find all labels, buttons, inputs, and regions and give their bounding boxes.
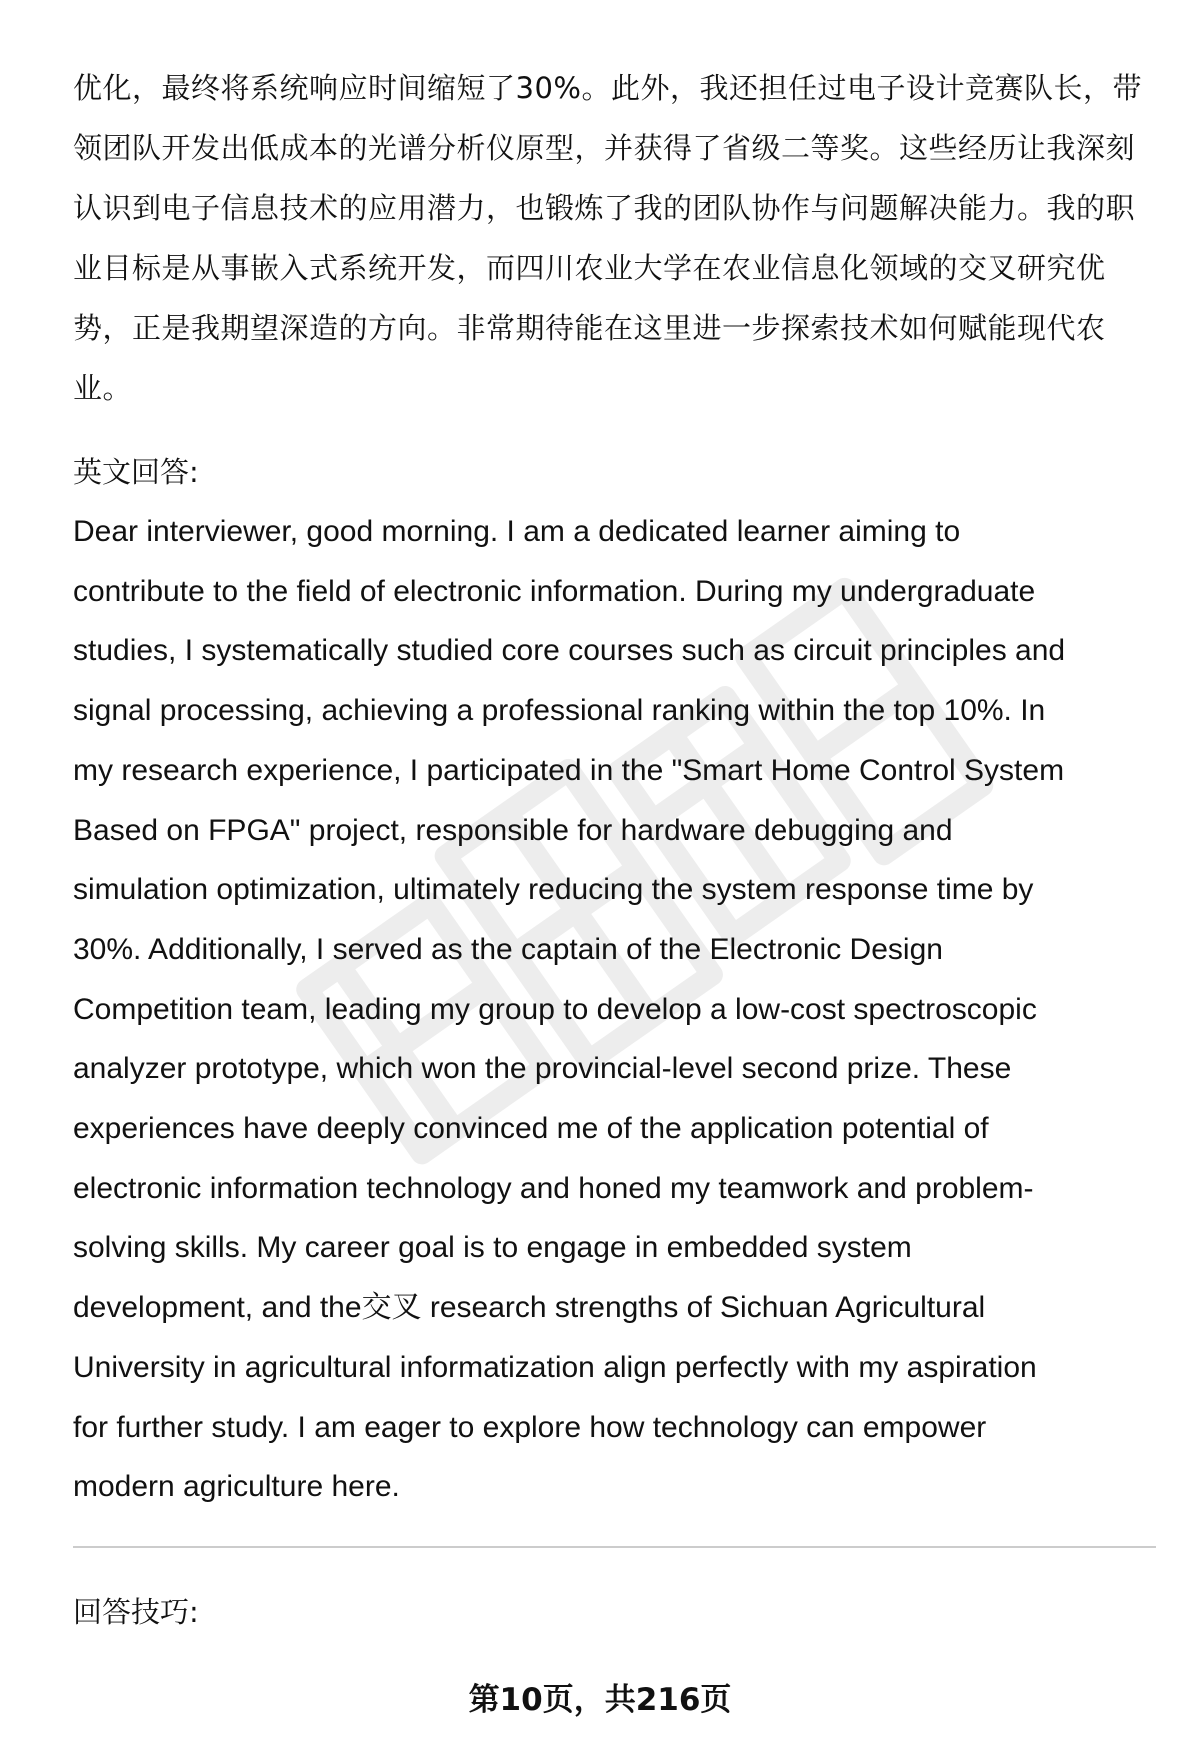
chinese-answer-line: 认识到电子信息技术的应用潜力，也锻炼了我的团队协作与问题解决能力。我的职 (73, 191, 1136, 225)
english-answer-line: analyzer prototype, which won the provincial-level second prize. These (73, 1052, 1012, 1086)
chinese-answer-line: 业。 (73, 371, 133, 405)
english-answer-line: experiences have deeply convinced me of the application potential of (73, 1112, 989, 1146)
chinese-answer-paragraph (73, 58, 1148, 418)
answer-tips-label: 回答技巧: (73, 1595, 199, 1629)
english-answer-line: for further study. I am eager to explore how technology can empower (73, 1410, 987, 1444)
english-answer-line: signal processing, achieving a professional ranking within the top 10%. In (73, 694, 1046, 728)
english-answer-line: Dear interviewer, good morning. I am a dedicated learner aiming to (73, 515, 961, 548)
english-answer-line: simulation optimization, ultimately reducing the system response time by (73, 873, 1034, 907)
english-answer-line: Based on FPGA" project, responsible for hardware debugging and (73, 813, 953, 847)
english-answer-line: Competition team, leading my group to develop a low-cost spectroscopic (73, 992, 1037, 1026)
english-answer-line: solving skills. My career goal is to engage in embedded system (73, 1231, 912, 1265)
english-answer-line: 30%. Additionally, I served as the captain of the Electronic Design (73, 932, 943, 966)
english-answer-paragraph (73, 502, 1148, 1517)
english-answer-line: University in agricultural informatization align perfectly with my aspiration (73, 1350, 1037, 1384)
chinese-answer-line: 势，正是我期望深造的方向。非常期待能在这里进一步探索技术如何赋能现代农 (73, 311, 1106, 345)
english-answer-line: my research experience, I participated in the "Smart Home Control System (73, 753, 1065, 787)
main-content (73, 58, 1148, 1517)
section-divider (73, 1546, 1156, 1548)
english-answer-label: 英文回答: (73, 455, 199, 489)
chinese-answer-line: 业目标是从事嵌入式系统开发，而四川农业大学在农业信息化领域的交叉研究优 (73, 251, 1106, 285)
english-answer-line: modern agriculture here. (73, 1470, 400, 1504)
chinese-answer-line: 领团队开发出低成本的光谱分析仪原型，并获得了省级二等奖。这些经历让我深刻 (73, 131, 1136, 165)
english-answer-line: electronic information technology and honed my teamwork and problem- (73, 1171, 1034, 1205)
english-answer-line: studies, I systematically studied core courses such as circuit principles and (73, 634, 1066, 668)
page-number-footer: 第10页，共216页 (468, 1682, 732, 1718)
english-answer-line: development, and the交叉 research strengths of Sichuan Agricultural (73, 1291, 986, 1325)
chinese-answer-line: 优化，最终将系统响应时间缩短了30%。此外，我还担任过电子设计竞赛队长，带 (73, 71, 1142, 105)
english-answer-line: contribute to the field of electronic information. During my undergraduate (73, 574, 1036, 608)
